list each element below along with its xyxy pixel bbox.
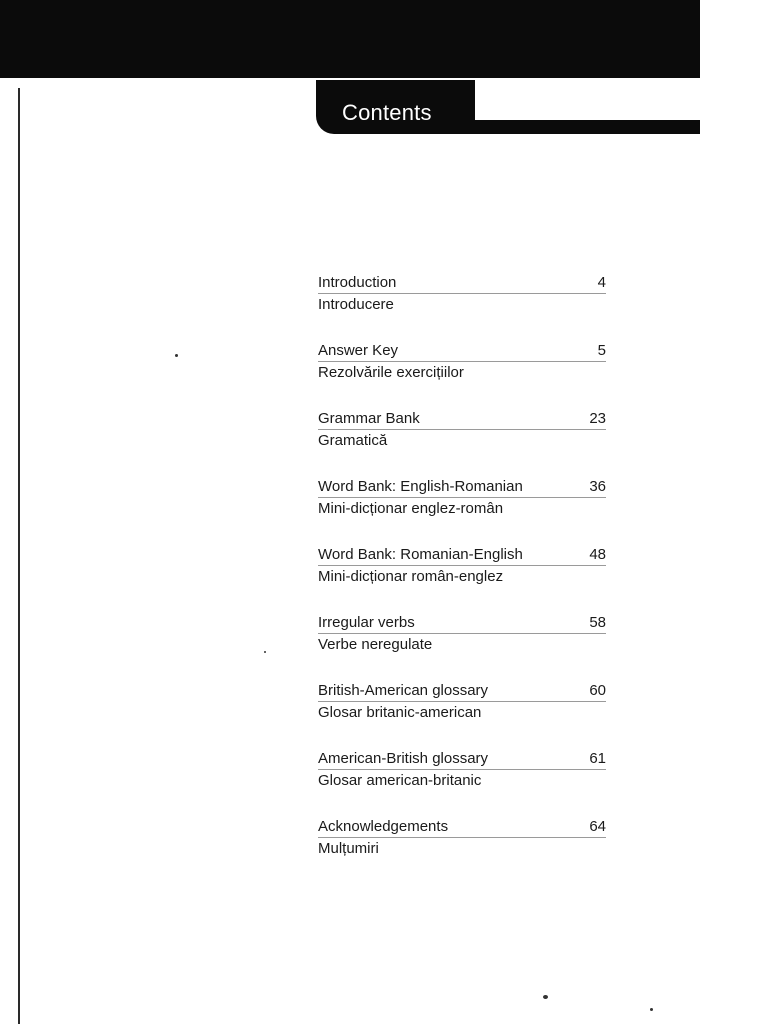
right-page-margin <box>700 0 768 1024</box>
toc-entry-rule-line <box>318 340 606 362</box>
toc-entry-subtitle: Mini-dicționar englez-român <box>318 500 504 517</box>
toc-entry-subtitle: Introducere <box>318 296 394 313</box>
toc-entry-title: Answer Key <box>318 342 399 359</box>
toc-entry-page-number: 61 <box>589 750 606 767</box>
toc-entry-page-number: 4 <box>597 274 606 291</box>
toc-entry-subtitle: Rezolvările exercițiilor <box>318 364 464 381</box>
title-tab-notch <box>475 78 700 120</box>
toc-entry[interactable] <box>318 476 606 519</box>
toc-entry-rule-line <box>318 476 606 498</box>
toc-entry-title: Word Bank: Romanian-English <box>318 546 523 563</box>
toc-entry[interactable] <box>318 680 606 723</box>
toc-entry-title: British-American glossary <box>318 682 489 699</box>
toc-entry-page-number: 5 <box>597 342 606 359</box>
toc-entry-rule-line <box>318 748 606 770</box>
toc-entry-title: Acknowledgements <box>318 818 449 835</box>
toc-entry-page-number: 23 <box>589 410 606 427</box>
toc-entry-subtitle: Mulțumiri <box>318 840 379 857</box>
print-speck <box>650 1008 653 1011</box>
toc-entry-title: Grammar Bank <box>318 410 420 427</box>
title-tab-underbar <box>475 120 700 134</box>
toc-entry-title: American-British glossary <box>318 750 489 767</box>
print-speck <box>264 651 266 653</box>
toc-entry-rule-line <box>318 612 606 634</box>
toc-entry-page-number: 48 <box>589 546 606 563</box>
toc-entry-rule-line <box>318 544 606 566</box>
toc-entry-title: Introduction <box>318 274 397 291</box>
toc-entry-page-number: 58 <box>589 614 606 631</box>
binding-edge-line <box>18 88 20 1024</box>
toc-entry-subtitle: Verbe neregulate <box>318 636 433 653</box>
toc-entry-page-number: 60 <box>589 682 606 699</box>
toc-entry-rule-line <box>318 408 606 430</box>
toc-entry[interactable] <box>318 544 606 587</box>
toc-entry-rule-line <box>318 680 606 702</box>
toc-entry-rule-line <box>318 816 606 838</box>
header-band <box>0 0 700 78</box>
toc-entry-page-number: 36 <box>589 478 606 495</box>
toc-entry-subtitle: Mini-dicționar român-englez <box>318 568 504 585</box>
toc-entry-subtitle: Gramatică <box>318 432 388 449</box>
page-title: Contents <box>342 100 432 125</box>
print-speck <box>175 354 178 357</box>
toc-entry-title: Word Bank: English-Romanian <box>318 478 523 495</box>
toc-entry-page-number: 64 <box>589 818 606 835</box>
toc-entry[interactable] <box>318 340 606 383</box>
toc-entry[interactable] <box>318 408 606 451</box>
toc-entry[interactable] <box>318 612 606 655</box>
toc-entry[interactable] <box>318 816 606 859</box>
toc-entry-subtitle: Glosar american-britanic <box>318 772 482 789</box>
print-speck <box>543 995 548 999</box>
toc-entry-title: Irregular verbs <box>318 614 415 631</box>
toc-entry[interactable] <box>318 748 606 791</box>
toc-entry[interactable] <box>318 272 606 315</box>
toc-entry-rule-line <box>318 272 606 294</box>
toc-entry-subtitle: Glosar britanic-american <box>318 704 482 721</box>
